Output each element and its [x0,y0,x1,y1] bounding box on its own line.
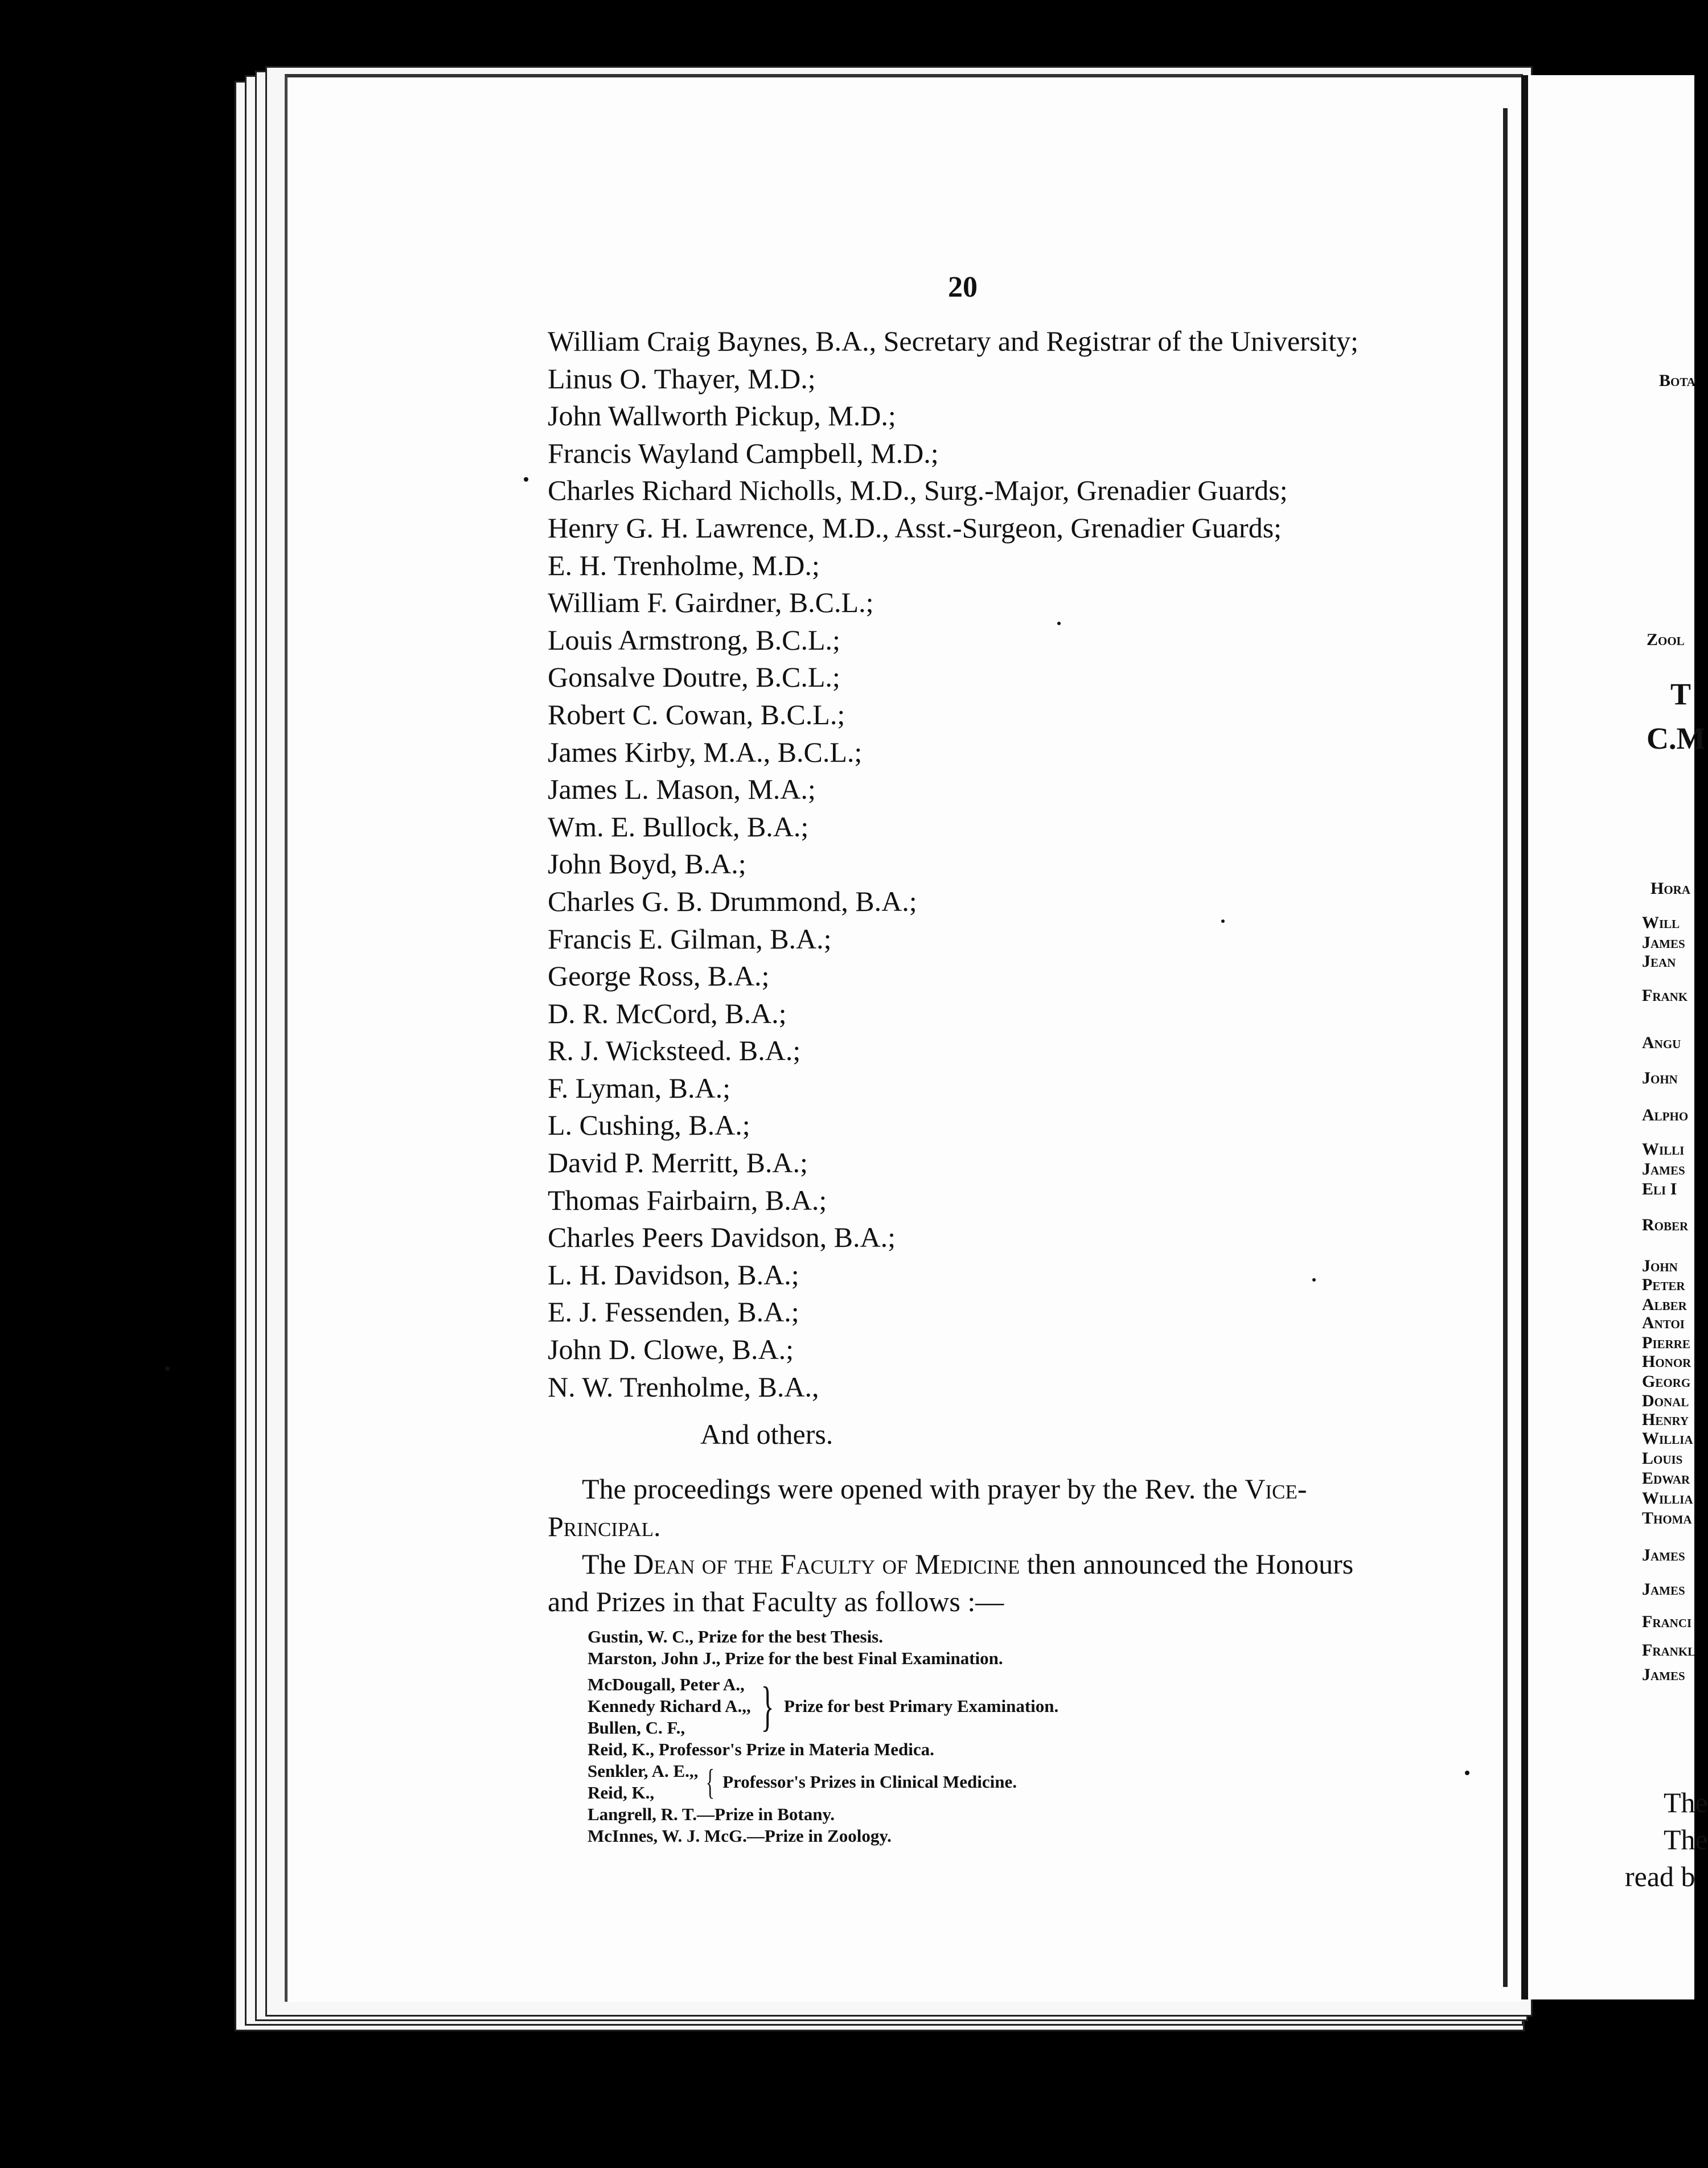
right-page-fragment: Jean [1642,952,1676,971]
right-page-fragment: Frank [1642,986,1688,1005]
attendee-entry: John Boyd, B.A.; [548,848,746,880]
right-page-fragment: C.M [1647,721,1706,755]
dean-paragraph [548,1545,1390,1620]
attendee-entry: Charles G. B. Drummond, B.A.; [548,885,917,917]
right-page-fragment: Donal [1642,1391,1689,1410]
primary-exam-group [588,1674,1058,1739]
prize-name: Senkler, A. E.,, [588,1761,699,1781]
ink-speck [165,1366,170,1371]
attendee-entry: David P. Merritt, B.A.; [548,1147,808,1179]
right-page-fragment: Pierre [1642,1333,1690,1352]
attendee-entry: N. W. Trenholme, B.A., [548,1370,819,1403]
attendee-entry: William Craig Baynes, B.A., Secretary and Registrar of the University; [548,325,1359,357]
right-page-fragment: Eli I [1642,1180,1677,1198]
prize-entry: Marston, John J., Prize for the best Final Examination. [588,1648,1003,1668]
attendee-entry: William F. Gairdner, B.C.L.; [548,586,874,619]
clinical-prize-group [588,1760,1058,1804]
right-page-fragment: Alpho [1642,1106,1689,1124]
vice-principal-title: Vice-Principal [548,1473,1307,1542]
right-page-fragment: Honor [1642,1352,1691,1371]
book-gutter [1503,108,1508,1987]
prize-entry: Reid, K., Professor's Prize in Materia Medica. [588,1739,934,1759]
right-page-fragment: Willia [1642,1489,1693,1508]
ink-speck [1057,622,1061,625]
attendee-entry: L. H. Davidson, B.A.; [548,1258,799,1291]
right-page-fragment: Frankl [1642,1641,1696,1660]
attendee-entry: Henry G. H. Lawrence, M.D., Asst.-Surgeon, Grenadier Guards; [548,511,1282,544]
attendee-entry: Louis Armstrong, B.C.L.; [548,623,840,656]
ink-speck [524,477,528,482]
prize-description: Prize for best Primary Examination. [783,1696,1059,1716]
dean-title: Dean of the Faculty of Medicine [633,1548,1020,1580]
prize-name: Bullen, C. F., [588,1718,685,1738]
attendee-entry: Charles Richard Nicholls, M.D., Surg.-Major, Grenadier Guards; [548,474,1288,507]
paragraph-text: then announced the Honours and Prizes in that Faculty as follows :— [548,1548,1354,1617]
right-page-fragment: Angu [1642,1033,1681,1052]
prize-entry: McInnes, W. J. McG.—Prize in Zoology. [588,1826,892,1846]
right-page-fragment: Louis [1642,1449,1683,1468]
right-page-fragment: John [1642,1257,1678,1275]
attendee-entry: Thomas Fairbairn, B.A.; [548,1184,827,1216]
paragraph-text: The [582,1548,634,1580]
prize-name: Kennedy Richard A.,, [588,1696,751,1716]
right-page-fragment: Willia [1642,1429,1693,1448]
right-page-fragment: James [1642,1580,1685,1599]
right-page-fragment: Zool [1647,630,1685,649]
right-page-fragment: Alber [1642,1295,1687,1314]
attendee-entry: James L. Mason, M.A.; [548,773,816,806]
prize-entry: Gustin, W. C., Prize for the best Thesis. [588,1627,883,1646]
prize-name: Reid, K., [588,1783,655,1802]
paragraph-text: The proceedings were opened with prayer by the Rev. the [582,1473,1245,1505]
attendee-entry: George Ross, B.A.; [548,960,770,992]
attendee-entry: E. J. Fessenden, B.A.; [548,1296,799,1328]
attendee-entry: F. Lyman, B.A.; [548,1071,731,1104]
right-page-fragment: The [1664,1824,1708,1855]
page-number: 20 [948,271,978,303]
right-page-fragment: Willi [1642,1140,1685,1159]
right-page-fragment: T [1670,677,1691,711]
ink-speck [1465,1771,1469,1775]
brace-icon: } [761,1676,774,1736]
right-page-fragment: Henry [1642,1410,1689,1429]
right-page-fragment: John [1642,1069,1678,1087]
right-page-fragment: James [1642,1160,1685,1179]
attendee-entry: Robert C. Cowan, B.C.L.; [548,698,845,730]
paragraph-end: . [654,1510,661,1542]
attendee-entry: Wm. E. Bullock, B.A.; [548,810,809,843]
ink-speck [1221,919,1225,923]
ink-speck [1312,1278,1316,1282]
prize-name: McDougall, Peter A., [588,1674,745,1694]
and-others-line: And others. [700,1418,834,1450]
right-page-fragment: Rober [1642,1216,1689,1234]
right-page-fragment: James [1642,1546,1685,1565]
right-page-fragment: Peter [1642,1275,1685,1294]
right-page-fragment: Hora [1650,879,1691,898]
attendee-entry: E. H. Trenholme, M.D.; [548,549,820,581]
attendee-entry: James Kirby, M.A., B.C.L.; [548,736,863,768]
prize-description: Professor's Prizes in Clinical Medicine. [722,1772,1017,1792]
proceedings-paragraph [548,1470,1390,1545]
prize-entry: Langrell, R. T.—Prize in Botany. [588,1804,835,1824]
right-page-fragment: Thoma [1642,1509,1692,1528]
attendee-entry: Gonsalve Doutre, B.C.L.; [548,661,840,693]
right-page-fragment: James [1642,933,1685,952]
attendee-entry: John D. Clowe, B.A.; [548,1333,794,1366]
attendee-entry: R. J. Wicksteed. B.A.; [548,1034,801,1067]
right-page [1521,75,1708,1999]
right-page-fragment: Bota [1659,371,1695,390]
attendee-entry: D. R. McCord, B.A.; [548,997,787,1029]
right-page-fragment: James [1642,1665,1685,1684]
attendee-entry: Francis Wayland Campbell, M.D.; [548,437,939,469]
right-page-fragment: read b [1625,1861,1695,1892]
right-page-fragment: Will [1642,913,1680,932]
right-page-fragment: The [1664,1787,1708,1818]
attendee-entry: L. Cushing, B.A.; [548,1109,750,1142]
right-page-fragment: Georg [1642,1372,1691,1391]
brace-icon: { [706,1762,715,1802]
right-page-fragment: Antoi [1642,1313,1685,1332]
attendee-entry: Francis E. Gilman, B.A.; [548,922,832,955]
right-page-fragment: Franci [1642,1612,1692,1631]
right-page-fragment: Edwar [1642,1469,1690,1488]
attendee-entry: Charles Peers Davidson, B.A.; [548,1221,896,1254]
attendee-entry: John Wallworth Pickup, M.D.; [548,400,896,432]
prize-list [588,1626,1058,1847]
attendee-list [548,323,1358,1406]
attendee-entry: Linus O. Thayer, M.D.; [548,362,816,395]
